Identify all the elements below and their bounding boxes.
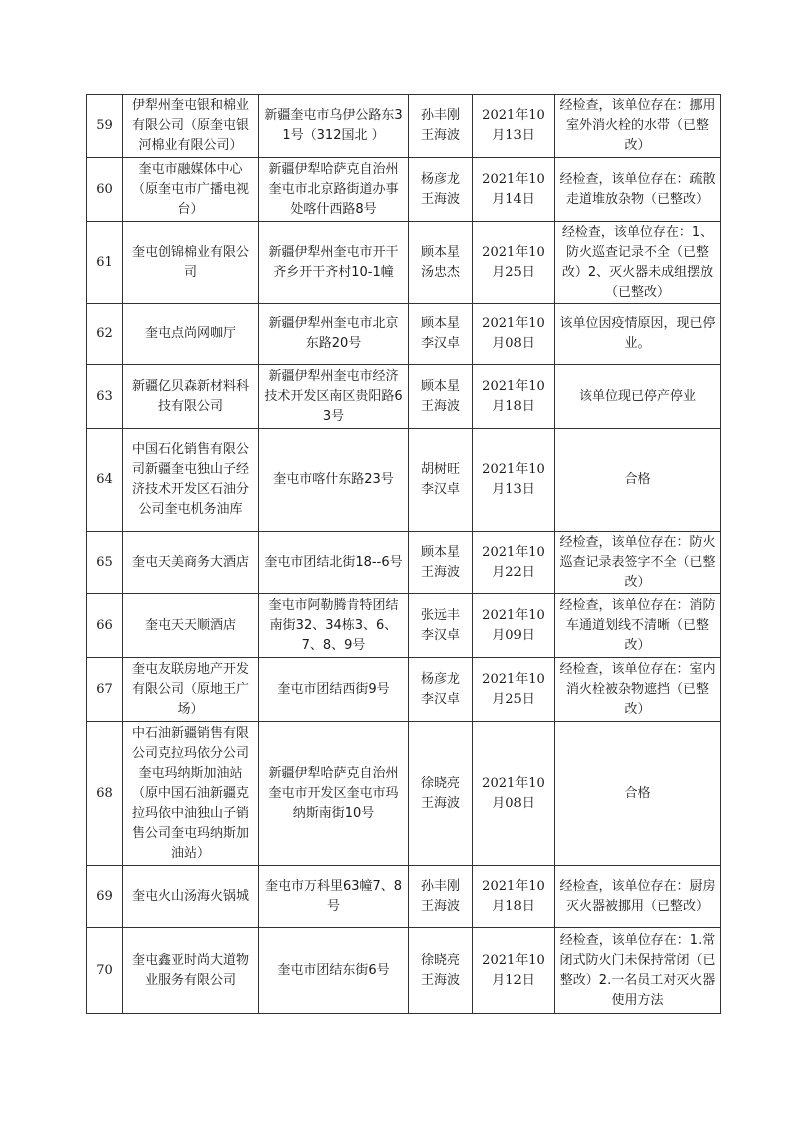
inspector-name: 顾本星 — [420, 378, 460, 394]
date-line: 2021年10 — [482, 108, 545, 123]
unit-address: 奎屯市阿勒腾肯特团结南街32、34栋3、6、7、8、9号 — [259, 594, 409, 658]
inspectors — [409, 222, 473, 304]
inspection-result: 经检查，该单位存在：室内消火栓被杂物遮挡（已整改） — [555, 658, 721, 722]
inspection-date — [473, 594, 555, 658]
date-line: 2021年10 — [482, 378, 545, 394]
unit-name: 奎屯鑫亚时尚大道物业服务有限公司 — [123, 928, 259, 1014]
row-number: 61 — [87, 222, 123, 304]
inspectors — [409, 658, 473, 722]
inspector-name: 顾本星 — [420, 244, 460, 260]
date-line: 2021年10 — [482, 671, 545, 687]
inspection-result: 该单位因疫情原因，现已停业。 — [555, 304, 721, 365]
row-number: 59 — [87, 95, 123, 158]
inspectors — [409, 928, 473, 1014]
table-row — [87, 222, 721, 304]
inspector-name: 李汉卓 — [420, 691, 460, 707]
inspector-name: 顾本星 — [420, 316, 460, 331]
unit-address: 新疆伊犁哈萨克自治州奎屯市开发区奎屯市玛纳斯南街10号 — [259, 722, 409, 866]
table-row — [87, 722, 721, 866]
inspection-result: 经检查，该单位存在：1、防火巡查记录不全（已整改）2、灭火器未成组摆放（已整改） — [555, 222, 721, 304]
date-line: 月25日 — [492, 264, 535, 280]
unit-name: 奎屯市融媒体中心（原奎屯市广播电视台） — [123, 158, 259, 222]
unit-name: 中国石化销售有限公司新疆奎屯独山子经济技术开发区石油分公司奎屯机务油库 — [123, 429, 259, 532]
unit-address: 新疆奎屯市乌伊公路东31号（312国北 ） — [259, 95, 409, 158]
unit-address: 新疆伊犁州奎屯市经济技术开发区南区贵阳路63号 — [259, 365, 409, 429]
date-line: 2021年10 — [482, 462, 545, 477]
unit-name: 奎屯点尚网咖厅 — [123, 304, 259, 365]
row-number: 70 — [87, 928, 123, 1014]
unit-name: 中石油新疆销售有限公司克拉玛依分公司奎屯玛纳斯加油站（原中国石油新疆克拉玛依中油独山子销售公司奎屯玛纳斯加油站） — [123, 722, 259, 866]
row-number: 65 — [87, 532, 123, 594]
row-number: 60 — [87, 158, 123, 222]
inspector-name: 汤忠杰 — [420, 264, 460, 280]
date-line: 月14日 — [492, 191, 535, 207]
inspector-name: 孙丰刚 — [420, 108, 460, 123]
table-row — [87, 158, 721, 222]
date-line: 月13日 — [492, 482, 535, 497]
inspector-name: 李汉卓 — [420, 482, 460, 497]
inspection-result: 经检查，该单位存在：疏散走道堆放杂物（已整改） — [555, 158, 721, 222]
inspector-name: 王海波 — [420, 191, 460, 207]
inspectors — [409, 594, 473, 658]
table-row — [87, 866, 721, 928]
inspectors — [409, 532, 473, 594]
table-row — [87, 429, 721, 532]
table-body — [87, 95, 721, 1014]
unit-address: 奎屯市团结北街18--6号 — [259, 532, 409, 594]
inspection-date — [473, 304, 555, 365]
date-line: 月12日 — [492, 972, 535, 988]
inspection-result: 该单位现已停产停业 — [555, 365, 721, 429]
date-line: 2021年10 — [482, 607, 545, 623]
unit-address: 新疆伊犁州奎屯市开干齐乡开干齐村10-1幢 — [259, 222, 409, 304]
inspection-date — [473, 158, 555, 222]
inspector-name: 王海波 — [420, 898, 460, 914]
inspection-date — [473, 222, 555, 304]
date-line: 2021年10 — [482, 544, 545, 560]
inspector-name: 顾本星 — [420, 544, 460, 560]
row-number: 64 — [87, 429, 123, 532]
inspection-date — [473, 928, 555, 1014]
unit-address: 奎屯市喀什东路23号 — [259, 429, 409, 532]
unit-address: 新疆伊犁哈萨克自治州奎屯市北京路街道办事处喀什西路8号 — [259, 158, 409, 222]
inspector-name: 张远丰 — [420, 607, 460, 623]
inspectors — [409, 365, 473, 429]
date-line: 月08日 — [492, 336, 535, 351]
inspector-name: 王海波 — [420, 398, 460, 414]
inspector-name: 王海波 — [420, 795, 460, 811]
date-line: 月18日 — [492, 898, 535, 914]
row-number: 63 — [87, 365, 123, 429]
date-line: 月22日 — [492, 564, 535, 580]
date-line: 2021年10 — [482, 316, 545, 331]
table-row — [87, 928, 721, 1014]
table-row — [87, 95, 721, 158]
inspectors — [409, 304, 473, 365]
inspectors — [409, 95, 473, 158]
inspector-name: 杨彦龙 — [420, 671, 460, 687]
inspector-name: 王海波 — [420, 972, 460, 988]
table-row — [87, 658, 721, 722]
inspection-table — [86, 94, 721, 1014]
date-line: 月25日 — [492, 691, 535, 707]
date-line: 2021年10 — [482, 878, 545, 894]
unit-name: 奎屯天美商务大酒店 — [123, 532, 259, 594]
inspector-name: 徐晓亮 — [420, 775, 460, 791]
unit-address: 奎屯市团结东街6号 — [259, 928, 409, 1014]
row-number: 67 — [87, 658, 123, 722]
row-number: 62 — [87, 304, 123, 365]
unit-name: 新疆亿贝森新材料科技有限公司 — [123, 365, 259, 429]
date-line: 月08日 — [492, 795, 535, 811]
row-number: 69 — [87, 866, 123, 928]
inspection-result: 合格 — [555, 722, 721, 866]
inspection-result: 经检查，该单位存在：消防车通道划线不清晰（已整改） — [555, 594, 721, 658]
unit-address: 新疆伊犁州奎屯市北京东路20号 — [259, 304, 409, 365]
unit-address: 奎屯市万科里63幢7、8号 — [259, 866, 409, 928]
table-row — [87, 594, 721, 658]
inspector-name: 李汉卓 — [420, 627, 460, 643]
inspection-date — [473, 429, 555, 532]
unit-name: 奎屯天天顺酒店 — [123, 594, 259, 658]
unit-name: 奎屯创锦棉业有限公司 — [123, 222, 259, 304]
row-number: 68 — [87, 722, 123, 866]
date-line: 2021年10 — [482, 244, 545, 260]
inspector-name: 胡树旺 — [420, 462, 460, 477]
inspector-name: 李汉卓 — [420, 336, 460, 351]
table-row — [87, 304, 721, 365]
inspectors — [409, 429, 473, 532]
inspection-result: 合格 — [555, 429, 721, 532]
inspection-date — [473, 365, 555, 429]
unit-address: 奎屯市团结西街9号 — [259, 658, 409, 722]
unit-name: 奎屯友联房地产开发有限公司（原地王广场） — [123, 658, 259, 722]
inspection-result: 经检查，该单位存在：1.常闭式防火门未保持常闭（已整改）2.一名员工对灭火器使用方法 — [555, 928, 721, 1014]
inspection-date — [473, 658, 555, 722]
date-line: 2021年10 — [482, 171, 545, 187]
inspectors — [409, 158, 473, 222]
date-line: 2021年10 — [482, 952, 545, 968]
inspection-result: 经检查，该单位存在：厨房灭火器被挪用（已整改） — [555, 866, 721, 928]
date-line: 月09日 — [492, 627, 535, 643]
date-line: 月13日 — [492, 128, 535, 143]
unit-name: 奎屯火山汤海火锅城 — [123, 866, 259, 928]
table-row — [87, 532, 721, 594]
date-line: 2021年10 — [482, 775, 545, 791]
inspection-date — [473, 866, 555, 928]
inspector-name: 王海波 — [420, 128, 460, 143]
inspector-name: 杨彦龙 — [420, 171, 460, 187]
unit-name: 伊犁州奎屯银和棉业有限公司（原奎屯银河棉业有限公司） — [123, 95, 259, 158]
row-number: 66 — [87, 594, 123, 658]
date-line: 月18日 — [492, 398, 535, 414]
inspector-name: 王海波 — [420, 564, 460, 580]
inspection-result: 经检查，该单位存在：挪用室外消火栓的水带（已整改） — [555, 95, 721, 158]
inspectors — [409, 722, 473, 866]
inspection-date — [473, 532, 555, 594]
inspection-date — [473, 95, 555, 158]
table-row — [87, 365, 721, 429]
inspector-name: 徐晓亮 — [420, 952, 460, 968]
inspector-name: 孙丰刚 — [420, 878, 460, 894]
inspection-date — [473, 722, 555, 866]
inspectors — [409, 866, 473, 928]
inspection-result: 经检查，该单位存在：防火巡查记录表签字不全（已整改） — [555, 532, 721, 594]
